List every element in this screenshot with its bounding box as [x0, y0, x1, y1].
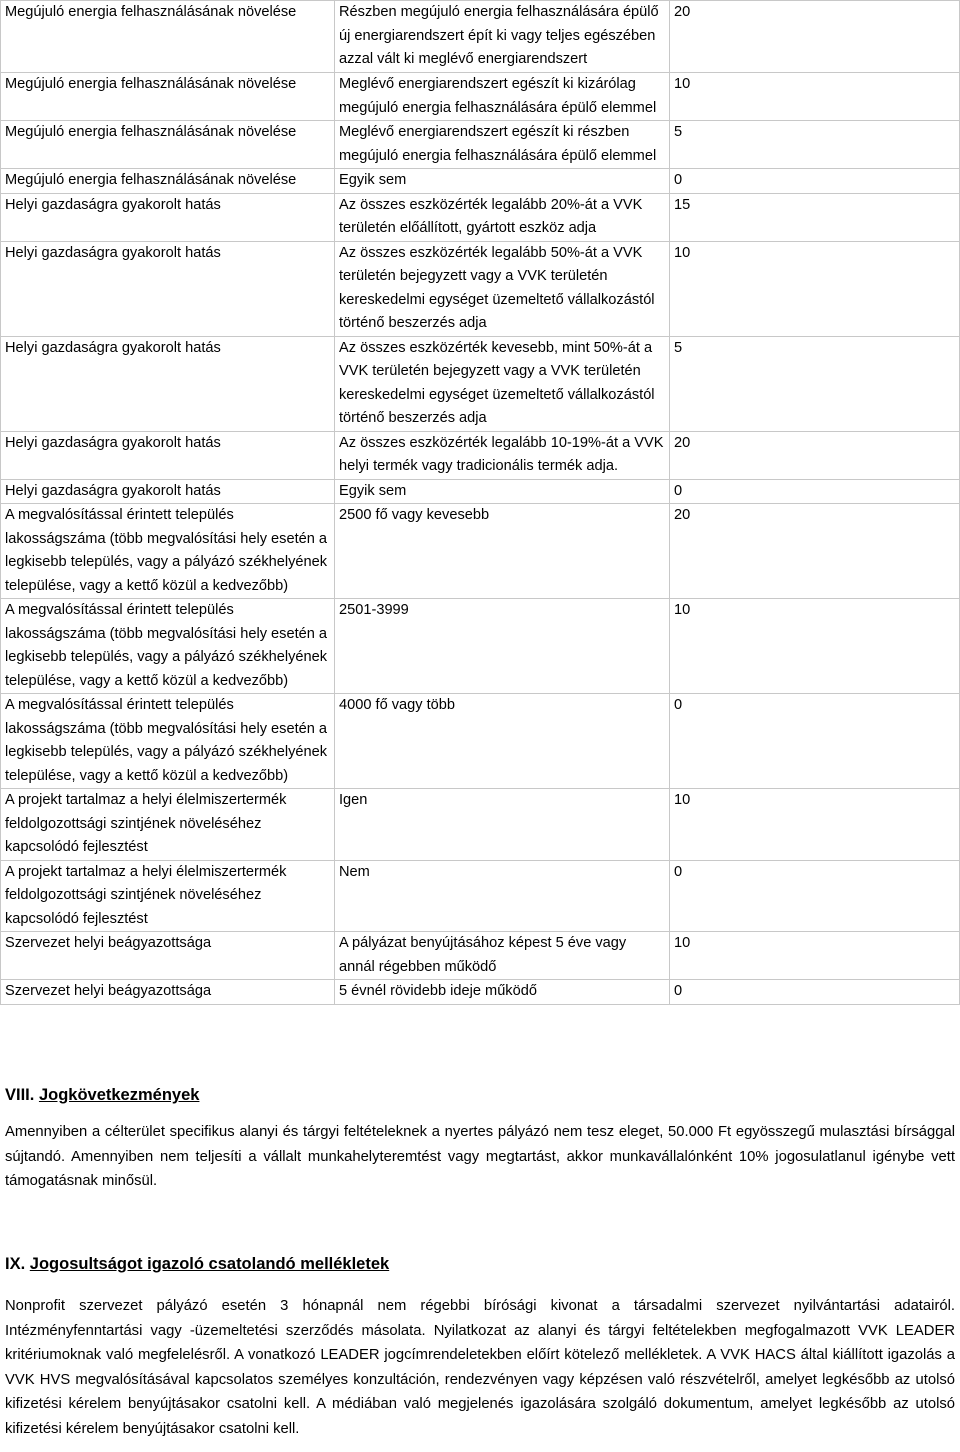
description-cell: Az összes eszközérték kevesebb, mint 50%-át a VVK területén bejegyzett vagy a VVK területén kereskedelmi egységet üzemeltető vállalkozástól történő beszerzés adja: [335, 336, 670, 431]
criterion-cell: Megújuló energia felhasználásának növelése: [1, 1, 335, 73]
points-cell: 10: [670, 932, 960, 980]
table-row: [1, 241, 960, 336]
table-row: [1, 479, 960, 504]
section-required-attachments: [5, 1255, 955, 1441]
points-cell: 0: [670, 860, 960, 932]
table-row: [1, 73, 960, 121]
points-cell: 10: [670, 241, 960, 336]
table-row: [1, 431, 960, 479]
description-cell: Meglévő energiarendszert egészít ki kizárólag megújuló energia felhasználására épülő elemmel: [335, 73, 670, 121]
description-cell: Az összes eszközérték legalább 20%-át a VVK területén előállított, gyártott eszköz adja: [335, 193, 670, 241]
description-cell: 4000 fő vagy több: [335, 694, 670, 789]
table-row: [1, 336, 960, 431]
criterion-cell: A megvalósítással érintett település lakosságszáma (több megvalósítási hely esetén a legkisebb település, vagy a pályázó székhelyének települése, vagy a kettő közül a kedvezőbb): [1, 694, 335, 789]
section-number: VIII.: [5, 1086, 35, 1104]
criterion-cell: Megújuló energia felhasználásának növelése: [1, 73, 335, 121]
points-cell: 10: [670, 789, 960, 861]
description-cell: Az összes eszközérték legalább 50%-át a VVK területén bejegyzett vagy a VVK területén kereskedelmi egységet üzemeltető vállalkozástól történő beszerzés adja: [335, 241, 670, 336]
section-body: Nonprofit szervezet pályázó esetén 3 hónapnál nem régebbi bírósági kivonat a társadalmi szervezet nyilvántartási adatairól. Intézményfenntartási vagy -üzemeltetési szerződés másolata. Nyilatkozat az alanyi és tárgyi feltételekben megfogalmazott VVK LEADER kritériumoknak való megfelelésről. A vonatkozó LEADER jogcímrendeletekben előírt kötelező mellékletek. A VVK HACS által kiállított igazolás a VVK HVS megvalósításával kapcsolatos személyes konzultáción, rendezvényen vagy képzésen való részvételről, amelyet legkésőbb az utolsó kifizetési kérelem benyújtásakor csatolni kell. A médiában való megjelenés igazolására szolgáló dokumentum, amelyet legkésőbb az utolsó kifizetési kérelem benyújtásakor csatolni kell.: [5, 1298, 955, 1437]
description-cell: Az összes eszközérték legalább 10-19%-át a VVK helyi termék vagy tradicionális termék adja.: [335, 431, 670, 479]
points-cell: 15: [670, 193, 960, 241]
points-cell: 20: [670, 504, 960, 599]
description-cell: A pályázat benyújtásához képest 5 éve vagy annál régebben működő: [335, 932, 670, 980]
table-row: [1, 193, 960, 241]
points-cell: 0: [670, 479, 960, 504]
criterion-cell: A megvalósítással érintett település lakosságszáma (több megvalósítási hely esetén a legkisebb település, vagy a pályázó székhelyének települése, vagy a kettő közül a kedvezőbb): [1, 504, 335, 599]
section-title: Jogosultságot igazoló csatolandó mellékletek: [29, 1255, 390, 1273]
table-row: [1, 504, 960, 599]
points-cell: 20: [670, 431, 960, 479]
criterion-cell: A projekt tartalmaz a helyi élelmiszertermék feldolgozottsági szintjének növeléséhez kapcsolódó fejlesztést: [1, 789, 335, 861]
table-row: [1, 169, 960, 194]
table-row: [1, 980, 960, 1005]
description-cell: Egyik sem: [335, 479, 670, 504]
description-cell: 5 évnél rövidebb ideje működő: [335, 980, 670, 1005]
table-row: [1, 121, 960, 169]
points-cell: 5: [670, 121, 960, 169]
description-cell: 2500 fő vagy kevesebb: [335, 504, 670, 599]
criterion-cell: A megvalósítással érintett település lakosságszáma (több megvalósítási hely esetén a legkisebb település, vagy a pályázó székhelyének települése, vagy a kettő közül a kedvezőbb): [1, 599, 335, 694]
section-heading: [5, 1086, 955, 1105]
points-cell: 0: [670, 694, 960, 789]
description-cell: Részben megújuló energia felhasználására épülő új energiarendszert épít ki vagy teljes egészében azzal vált ki meglévő energiarendszert: [335, 1, 670, 73]
description-cell: 2501-3999: [335, 599, 670, 694]
points-cell: 0: [670, 980, 960, 1005]
points-cell: 20: [670, 1, 960, 73]
criterion-cell: Szervezet helyi beágyazottsága: [1, 980, 335, 1005]
section-legal-consequences: [5, 1086, 955, 1194]
criterion-cell: Szervezet helyi beágyazottsága: [1, 932, 335, 980]
description-cell: Meglévő energiarendszert egészít ki részben megújuló energia felhasználására épülő elemmel: [335, 121, 670, 169]
table-row: [1, 932, 960, 980]
description-cell: Egyik sem: [335, 169, 670, 194]
table-row: [1, 1, 960, 73]
criterion-cell: Helyi gazdaságra gyakorolt hatás: [1, 431, 335, 479]
criterion-cell: Megújuló energia felhasználásának növelése: [1, 169, 335, 194]
table-row: [1, 789, 960, 861]
table-row: [1, 694, 960, 789]
table-row: [1, 860, 960, 932]
criterion-cell: Helyi gazdaságra gyakorolt hatás: [1, 479, 335, 504]
section-body: Amennyiben a célterület specifikus alanyi és tárgyi feltételeknek a nyertes pályázó nem tesz eleget, 50.000 Ft egyösszegű mulasztási bírsággal sújtandó. Amennyiben nem teljesíti a vállalt munkahelyteremtést vagy megtartást, akkor munkavállalónként 10% jogosulatlanul igénybe vett támogatásnak minősül.: [5, 1124, 955, 1189]
description-cell: Igen: [335, 789, 670, 861]
criterion-cell: A projekt tartalmaz a helyi élelmiszertermék feldolgozottsági szintjének növeléséhez kapcsolódó fejlesztést: [1, 860, 335, 932]
points-cell: 0: [670, 169, 960, 194]
criterion-cell: Helyi gazdaságra gyakorolt hatás: [1, 336, 335, 431]
points-cell: 10: [670, 599, 960, 694]
criterion-cell: Helyi gazdaságra gyakorolt hatás: [1, 241, 335, 336]
table-row: [1, 599, 960, 694]
section-number: IX.: [5, 1255, 26, 1273]
points-cell: 5: [670, 336, 960, 431]
points-cell: 10: [670, 73, 960, 121]
section-heading: [5, 1255, 955, 1274]
criterion-cell: Megújuló energia felhasználásának növelése: [1, 121, 335, 169]
description-cell: Nem: [335, 860, 670, 932]
section-title: Jogkövetkezmények: [38, 1086, 200, 1104]
criterion-cell: Helyi gazdaságra gyakorolt hatás: [1, 193, 335, 241]
